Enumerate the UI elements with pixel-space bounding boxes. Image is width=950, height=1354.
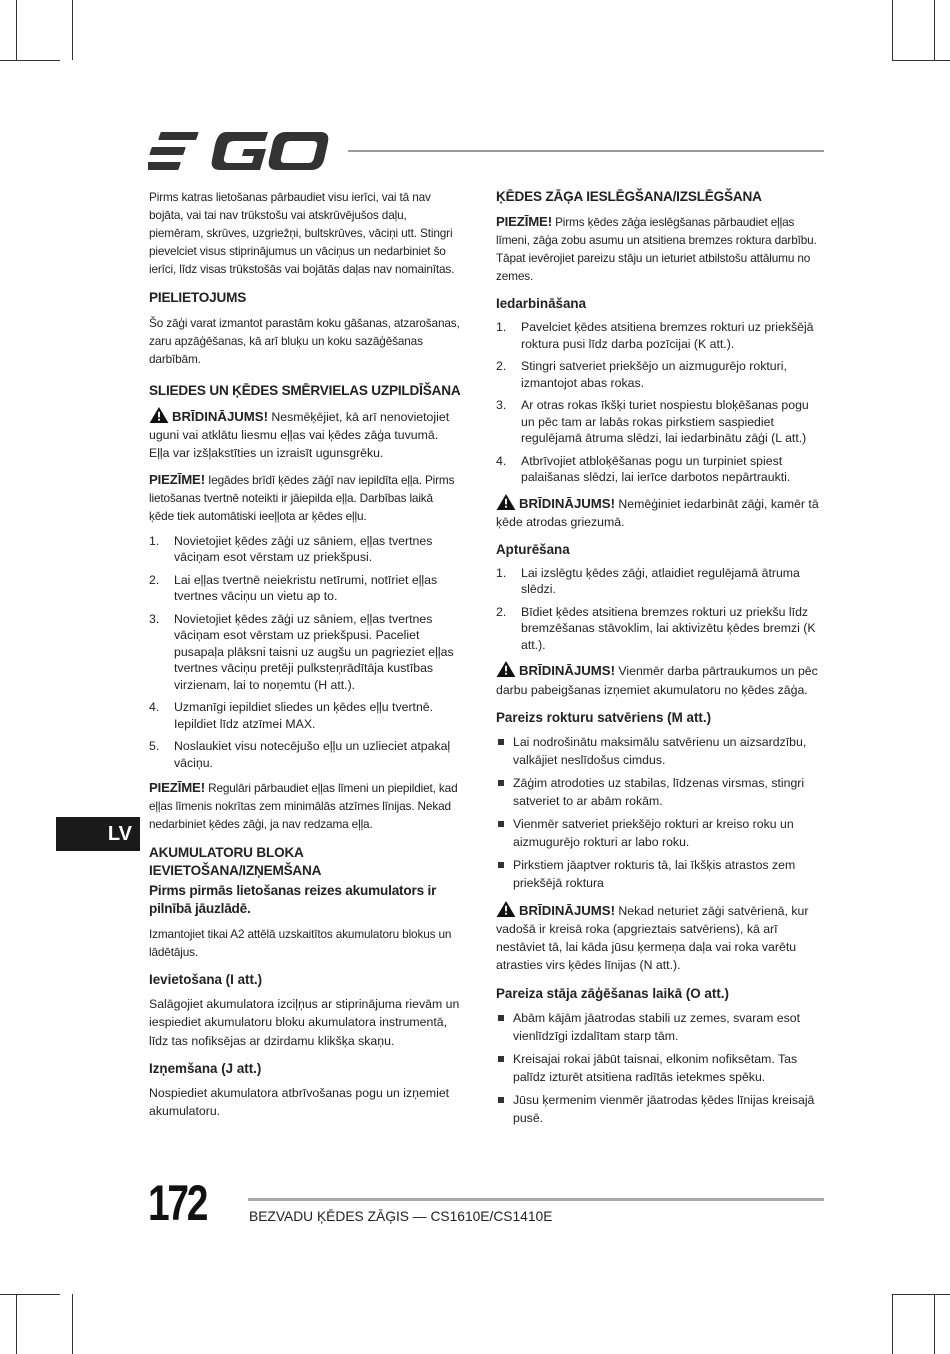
bullet-icon [498, 739, 504, 745]
crop-mark [0, 60, 60, 61]
crop-mark [16, 1294, 17, 1354]
ego-logo [148, 128, 332, 174]
warning-icon [496, 901, 516, 917]
language-tab [56, 817, 140, 851]
list-item: 5. Noslaukiet visu notecējušo eļļu un uzlieciet atpakaļ vāciņu. [149, 739, 451, 770]
insert-paragraph: Salāgojiet akumulatora izciļņus ar stiprinājuma rievām un iespiediet akumulatoru bloku akumulatora instrumentā, līdz tas nofiksējas ar dzirdamu klikšķa skaņu. [149, 997, 460, 1048]
note-paragraph [496, 213, 824, 285]
note-text: Regulāri pārbaudiet eļļas līmeni un piepildiet, kad eļļas līmenis nokrītas zem minimālās atzīmes līnijas. Nekad nedarbiniet ķēdes zāģi, ja nav redzama eļļa. [149, 781, 458, 832]
warning-paragraph [496, 901, 824, 975]
list-item: Kreisajai rokai jābūt taisnai, elkonim nofiksētam. Tas palīdz izturēt atsitiena radītās ietekmes spēku. [496, 1050, 824, 1087]
battery-subheading: Pirms pirmās lietošanas reizes akumulators ir pilnībā jāuzlādē. [149, 883, 437, 917]
note-label: PIEZĪME! [496, 214, 552, 229]
warning-paragraph [496, 494, 824, 531]
note-text: Iegādes brīdī ķēdes zāģī nav iepildīta eļļa. Pirms lietošanas tvertnē noteikti ir jāiepilda eļļa. Darbības laikā ķēde tiek automātiski ieeļļota ar ķēdes eļļu. [149, 472, 455, 523]
crop-mark [892, 1294, 950, 1295]
language-tab-label: LV [107, 823, 132, 845]
crop-mark [0, 1294, 60, 1295]
crop-mark [892, 0, 893, 60]
warning-icon [496, 661, 516, 677]
note-paragraph [149, 779, 461, 833]
usage-paragraph: Šo zāģi varat izmantot parastām koku gāšanas, atzarošanas, zaru apzāģēšanas, kā arī bluķu un koku sazāģēšanas darbībām. [149, 316, 460, 366]
list-item: 3. Ar otras rokas īkšķi turiet nospiestu bloķēšanas pogu un pēc tam ar labās rokas pirkstiem saspiediet regulējamā ātruma slēdzi, lai iedarbinātu zāģi (L att.) [496, 398, 809, 445]
note-paragraph [149, 471, 461, 525]
remove-paragraph: Nospiediet akumulatora atbrīvošanas pogu un izņemiet akumulatoru. [149, 1085, 450, 1118]
list-item: 4. Atbrīvojiet atbloķēšanas pogu un turpiniet spiest palaišanas slēdzi, lai ierīce darbotos nepārtraukti. [496, 453, 791, 484]
oil-heading: SLIEDES UN ĶĒDES SMĒRVIELAS UZPILDĪŠANA [149, 383, 461, 398]
list-item: Vienmēr satveriet priekšējo rokturi ar kreiso roku un aizmugurējo rokturi ar labo roku. [496, 815, 824, 852]
warning-icon [496, 494, 516, 510]
stop-steps-list [496, 565, 824, 654]
note-text: Pirms ķēdes zāģa ieslēgšanas pārbaudiet eļļas līmeni, zāģa zobu asumu un atsitiena bremzes roktura darbību. Tāpat ievērojiet pareizu stāju un ieturiet atbilstošu attālumu no zemes. [496, 215, 817, 283]
stance-list [496, 1009, 824, 1128]
header-rule [348, 150, 824, 152]
note-label: PIEZĪME! [149, 471, 205, 487]
warning-label: BRĪDINĀJUMS! [519, 495, 615, 511]
list-item: 2. Stingri satveriet priekšējo un aizmugurējo rokturi, izmantojot abas rokas. [496, 359, 787, 390]
bullet-icon [498, 1056, 504, 1062]
list-item: 4. Uzmanīgi iepildiet sliedes un ķēdes eļļu tvertnē. Iepildiet līdz atzīmei MAX. [149, 700, 434, 731]
footer-title: BEZVADU ĶĒDES ZĀĢIS — CS1610E/CS1410E [249, 1209, 553, 1224]
crop-mark [72, 0, 73, 60]
stance-heading: Pareiza stāja zāģēšanas laikā (O att.) [496, 985, 729, 1001]
list-item: Jūsu ķermenim vienmēr jāatrodas ķēdes līnijas kreisajā pusē. [496, 1091, 824, 1128]
list-item: 2. Lai eļļas tvertnē neiekristu netīrumi, notīriet eļļas tvertnes vāciņu un vietu ap to. [149, 572, 438, 604]
crop-mark [892, 1294, 893, 1354]
list-item: 1. Lai izslēgtu ķēdes zāģi, atlaidiet regulējamā ātruma slēdzi. [496, 565, 800, 597]
crop-mark [16, 0, 17, 60]
right-column [496, 188, 824, 1136]
oil-steps-list [149, 533, 461, 772]
crop-mark [934, 1294, 935, 1354]
warning-text: Nesmēķējiet, kā arī nenovietojiet uguni vai atklātu liesmu eļļas vai ķēdes zāģa tuvumā. Eļļa var izšļakstīties un izraisīt ugunsgrēku. [149, 410, 450, 461]
usage-heading: PIELIETOJUMS [149, 290, 247, 305]
grip-heading: Pareizs rokturu satvēriens (M att.) [496, 709, 712, 725]
warning-paragraph [149, 407, 461, 463]
list-item: Lai nodrošinātu maksimālu satvērienu un aizsardzību, valkājiet neslīdošus cimdus. [496, 733, 824, 770]
warning-paragraph [496, 661, 824, 698]
onoff-heading: ĶĒDES ZĀĢA IESLĒGŠANA/IZSLĒGŠANA [496, 189, 762, 204]
page-number: 172 [148, 1175, 207, 1231]
crop-mark [892, 60, 950, 61]
crop-mark [934, 0, 935, 60]
list-item: 1. Novietojiet ķēdes zāģi uz sāniem, eļļas tvertnes vāciņam esot vērstam uz priekšpusi. [149, 533, 433, 565]
intro-paragraph: Pirms katras lietošanas pārbaudiet visu ierīci, vai tā nav bojāta, vai tai nav trūkstošu vai atskrūvējušos daļu, piemēram, skrūves, uzgriežņi, bultskrūves, vāciņi utt. Stingri pievelciet visus stiprinājumus un vāciņus un nedarbiniet šo ierīci, līdz visas trūkstošās vai bojātās daļas nav nomainītas. [149, 190, 455, 276]
footer-rule [248, 1198, 824, 1201]
crop-mark [72, 1294, 73, 1354]
insert-heading: Ievietošana (I att.) [149, 972, 263, 988]
note-label: PIEZĪME! [149, 780, 205, 796]
list-item: 1. Pavelciet ķēdes atsitiena bremzes rokturi uz priekšējā roktura pusi līdz darba pozīcijai (K att.). [496, 320, 814, 351]
bullet-icon [498, 1015, 504, 1021]
bullet-icon [498, 862, 504, 868]
battery-paragraph: Izmantojiet tikai A2 attēlā uzskaitītos akumulatoru blokus un lādētājus. [149, 927, 452, 960]
battery-heading: AKUMULATORU BLOKA IEVIETOŠANA/IZŅEMŠANA [149, 845, 322, 879]
start-heading: Iedarbināšana [496, 296, 587, 311]
grip-list [496, 733, 824, 893]
warning-label: BRĪDINĀJUMS! [172, 409, 268, 424]
left-column [149, 188, 461, 1128]
list-item: 2. Bīdiet ķēdes atsitiena bremzes rokturi uz priekšu līdz bremzēšanas stāvoklim, lai aktivizētu ķēdes bremzi (K att.). [496, 604, 816, 652]
bullet-icon [498, 1097, 504, 1103]
warning-label: BRĪDINĀJUMS! [519, 902, 615, 918]
list-item: Pirkstiem jāaptver rokturis tā, lai īkšķis atrastos zem priekšējā roktura [496, 856, 824, 893]
list-item: Zāģim atrodoties uz stabilas, līdzenas virsmas, stingri satveriet to ar abām rokām. [496, 774, 824, 811]
start-steps-list [496, 319, 824, 486]
list-item: 3. Novietojiet ķēdes zāģi uz sāniem, eļļas tvertnes vāciņam esot vērstam uz priekšpusi. Paceliet pusapaļa plāksni taisni uz augšu un pagrieziet eļļas tvertnes vāciņu pretēji pulksteņrādītāja kustības virzienam, lai to noņemtu (H att.). [149, 611, 454, 692]
remove-heading: Izņemšana (J att.) [149, 1060, 262, 1076]
warning-text: Nemēģiniet iedarbināt zāģi, kamēr tā ķēde atrodas griezumā. [496, 496, 819, 529]
warning-icon [149, 407, 169, 423]
list-item: Abām kājām jāatrodas stabili uz zemes, svaram esot vienlīdzīgi izdalītam starp tām. [496, 1009, 824, 1046]
bullet-icon [498, 780, 504, 786]
warning-text: Nekad neturiet zāģi satvērienā, kur vadošā ir kreisā roka (apgrieztais satvēriens), kā arī nestāviet tā, lai kāda jūsu ķermeņa daļa vai roka varētu atrasties virs ķēdes līnijas (N att.). [496, 903, 809, 973]
stop-heading: Apturēšana [496, 541, 570, 557]
warning-label: BRĪDINĀJUMS! [519, 663, 615, 679]
warning-text: Vienmēr darba pārtraukumos un pēc darbu pabeigšanas izņemiet akumulatoru no ķēdes zāģa. [496, 664, 818, 697]
bullet-icon [498, 821, 504, 827]
